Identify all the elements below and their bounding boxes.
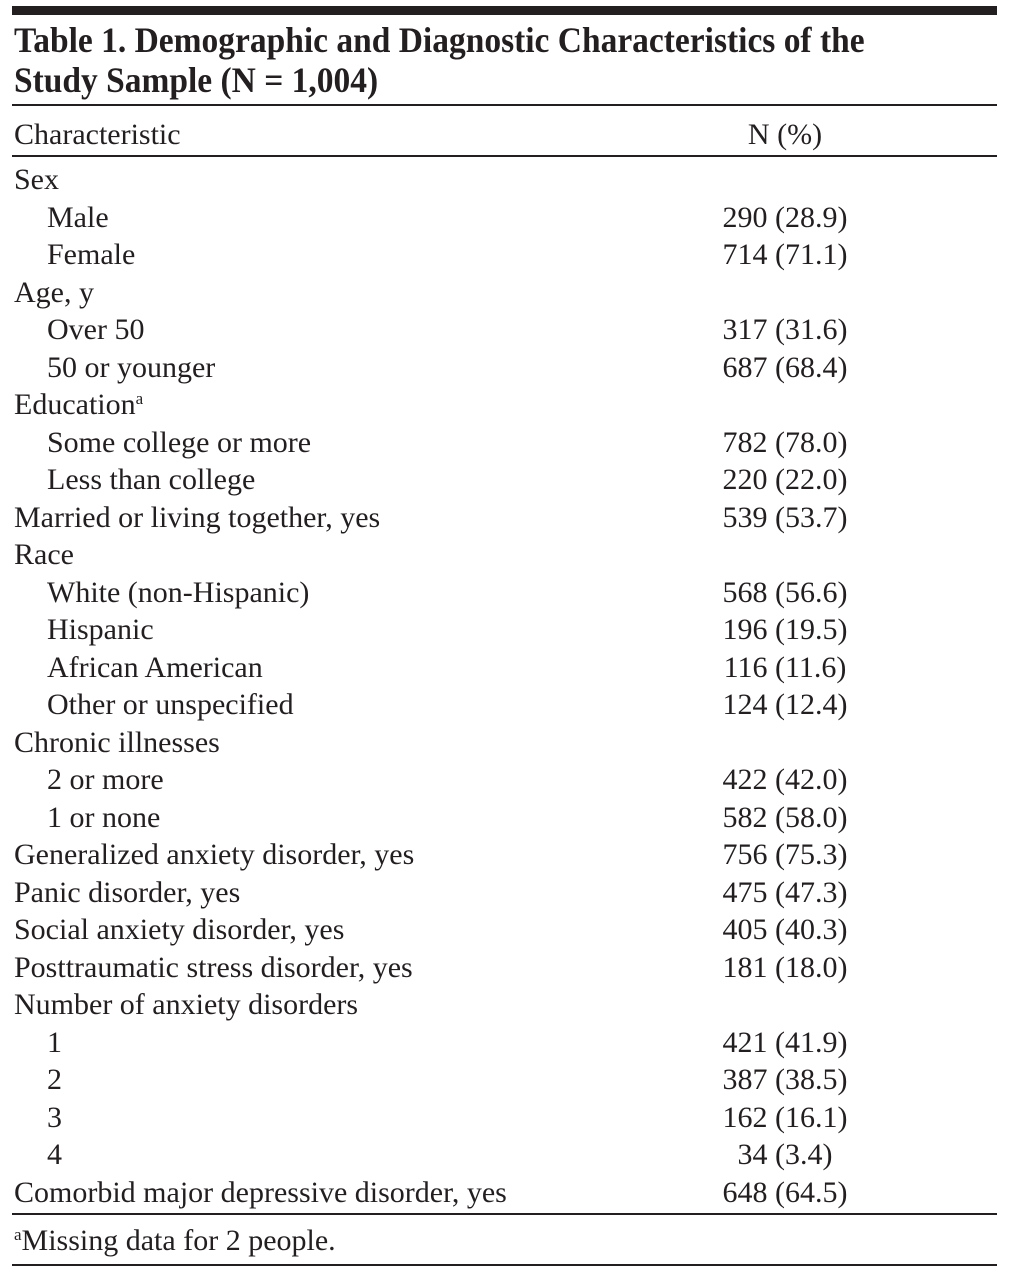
row-label — [47, 349, 215, 387]
row-value: 34 (3.4) — [737, 1138, 833, 1171]
title-line-1: Table 1. Demographic and Diagnostic Characteristics of the — [14, 20, 865, 60]
row-label-text: Education — [14, 388, 136, 421]
table-row — [0, 1174, 1011, 1212]
row-label — [47, 236, 135, 274]
row-label — [47, 461, 255, 499]
row-label-text: Some college or more — [47, 425, 312, 459]
row-label — [47, 761, 164, 799]
row-label — [47, 649, 263, 687]
row-value: 782 (78.0) — [722, 425, 848, 459]
row-value: 475 (47.3) — [722, 875, 848, 909]
row-label-text: Over 50 — [47, 313, 145, 346]
row-value: 422 (42.0) — [722, 763, 848, 796]
row-label-text: Age, y — [14, 275, 94, 309]
row-label-text: 4 — [47, 1138, 62, 1171]
row-label — [47, 311, 144, 349]
row-label-text: 1 — [47, 1025, 62, 1059]
footnote-marker: a — [14, 1225, 22, 1244]
table-row — [0, 386, 1011, 424]
table-title — [14, 20, 865, 100]
row-label-text: Social anxiety disorder, yes — [14, 913, 345, 946]
column-header-characteristic: Characteristic — [14, 118, 181, 151]
footnote — [14, 1222, 336, 1259]
column-header-n-pct: N (%) — [747, 118, 823, 151]
row-label — [14, 161, 59, 199]
row-label — [14, 986, 358, 1024]
row-label — [47, 1136, 62, 1174]
row-label — [47, 199, 109, 237]
row-label — [47, 424, 311, 462]
row-label — [14, 836, 414, 874]
header-bottom-rule — [12, 155, 997, 157]
row-value: 124 (12.4) — [722, 688, 848, 721]
table-row — [0, 424, 1011, 462]
row-label — [14, 724, 220, 762]
table-row — [0, 874, 1011, 912]
row-label-text: Other or unspecified — [47, 688, 294, 721]
row-label — [47, 611, 154, 649]
table-bottom-rule — [12, 1213, 997, 1215]
row-label — [47, 1099, 62, 1137]
table-row — [0, 799, 1011, 837]
row-label-text: Panic disorder, yes — [14, 875, 241, 909]
row-label-text: 3 — [47, 1100, 62, 1134]
row-label-text: Chronic illnesses — [14, 725, 220, 759]
table-row — [0, 574, 1011, 612]
row-label — [14, 499, 380, 537]
table-row — [0, 236, 1011, 274]
row-value: 220 (22.0) — [722, 463, 848, 496]
table-row — [0, 349, 1011, 387]
row-value: 648 (64.5) — [722, 1175, 848, 1209]
row-label-text: Race — [14, 538, 74, 571]
row-label — [14, 274, 94, 312]
row-label-text: 2 — [47, 1063, 62, 1096]
table-body — [0, 161, 1011, 1211]
table-row — [0, 761, 1011, 799]
row-label — [14, 386, 143, 424]
row-label-text: 50 or younger — [47, 350, 216, 384]
row-label-text: Sex — [14, 163, 59, 196]
row-label — [14, 536, 74, 574]
footnote-text: Missing data for 2 people. — [21, 1224, 336, 1257]
row-value: 181 (18.0) — [722, 950, 848, 984]
footnote-marker: a — [135, 389, 144, 408]
row-label-text: White (non-Hispanic) — [47, 575, 310, 609]
row-value: 116 (11.6) — [723, 650, 847, 684]
table-row — [0, 611, 1011, 649]
row-label — [14, 1174, 507, 1212]
table-row — [0, 911, 1011, 949]
row-label-text: 2 or more — [47, 763, 164, 796]
table-row — [0, 161, 1011, 199]
row-label-text: Married or living together, yes — [14, 500, 381, 534]
row-label — [47, 799, 160, 837]
row-label — [47, 574, 309, 612]
row-label — [14, 874, 240, 912]
row-label-text: Hispanic — [47, 613, 154, 646]
table-row — [0, 536, 1011, 574]
row-value: 582 (58.0) — [722, 800, 848, 834]
row-label-text: African American — [47, 650, 263, 684]
table-row — [0, 986, 1011, 1024]
row-value: 196 (19.5) — [722, 613, 848, 646]
top-rule — [12, 6, 997, 15]
row-label — [47, 1024, 62, 1062]
row-label-text: Less than college — [47, 463, 256, 496]
table-row — [0, 949, 1011, 987]
row-value: 714 (71.1) — [722, 238, 848, 271]
row-label-text: 1 or none — [47, 800, 161, 834]
row-value: 387 (38.5) — [722, 1063, 848, 1096]
table-row — [0, 1099, 1011, 1137]
table-row — [0, 1136, 1011, 1174]
row-label-text: Male — [47, 200, 109, 234]
row-value: 756 (75.3) — [722, 838, 848, 871]
table-row — [0, 499, 1011, 537]
table-row — [0, 311, 1011, 349]
footnote-bottom-rule — [12, 1264, 997, 1266]
table-row — [0, 461, 1011, 499]
table-row — [0, 836, 1011, 874]
row-label-text: Comorbid major depressive disorder, yes — [14, 1175, 507, 1209]
row-value: 162 (16.1) — [722, 1100, 848, 1134]
table-row — [0, 199, 1011, 237]
table-row — [0, 274, 1011, 312]
title-line-2: Study Sample (N = 1,004) — [14, 60, 379, 100]
header-top-rule — [12, 104, 997, 106]
row-label — [47, 686, 294, 724]
table-row — [0, 1024, 1011, 1062]
row-value: 421 (41.9) — [722, 1025, 848, 1059]
row-label-text: Female — [47, 238, 136, 271]
row-label — [47, 1061, 62, 1099]
table-row — [0, 1061, 1011, 1099]
row-label-text: Posttraumatic stress disorder, yes — [14, 950, 413, 984]
table-row — [0, 649, 1011, 687]
row-value: 317 (31.6) — [722, 313, 848, 346]
row-value: 539 (53.7) — [722, 500, 848, 534]
row-value: 568 (56.6) — [722, 575, 848, 609]
row-label — [14, 949, 413, 987]
row-label-text: Generalized anxiety disorder, yes — [14, 838, 415, 871]
table-row — [0, 724, 1011, 762]
row-label-text: Number of anxiety disorders — [14, 988, 359, 1021]
row-value: 405 (40.3) — [722, 913, 848, 946]
row-label — [14, 911, 344, 949]
table-row — [0, 686, 1011, 724]
row-value: 290 (28.9) — [722, 200, 848, 234]
row-value: 687 (68.4) — [722, 350, 848, 384]
